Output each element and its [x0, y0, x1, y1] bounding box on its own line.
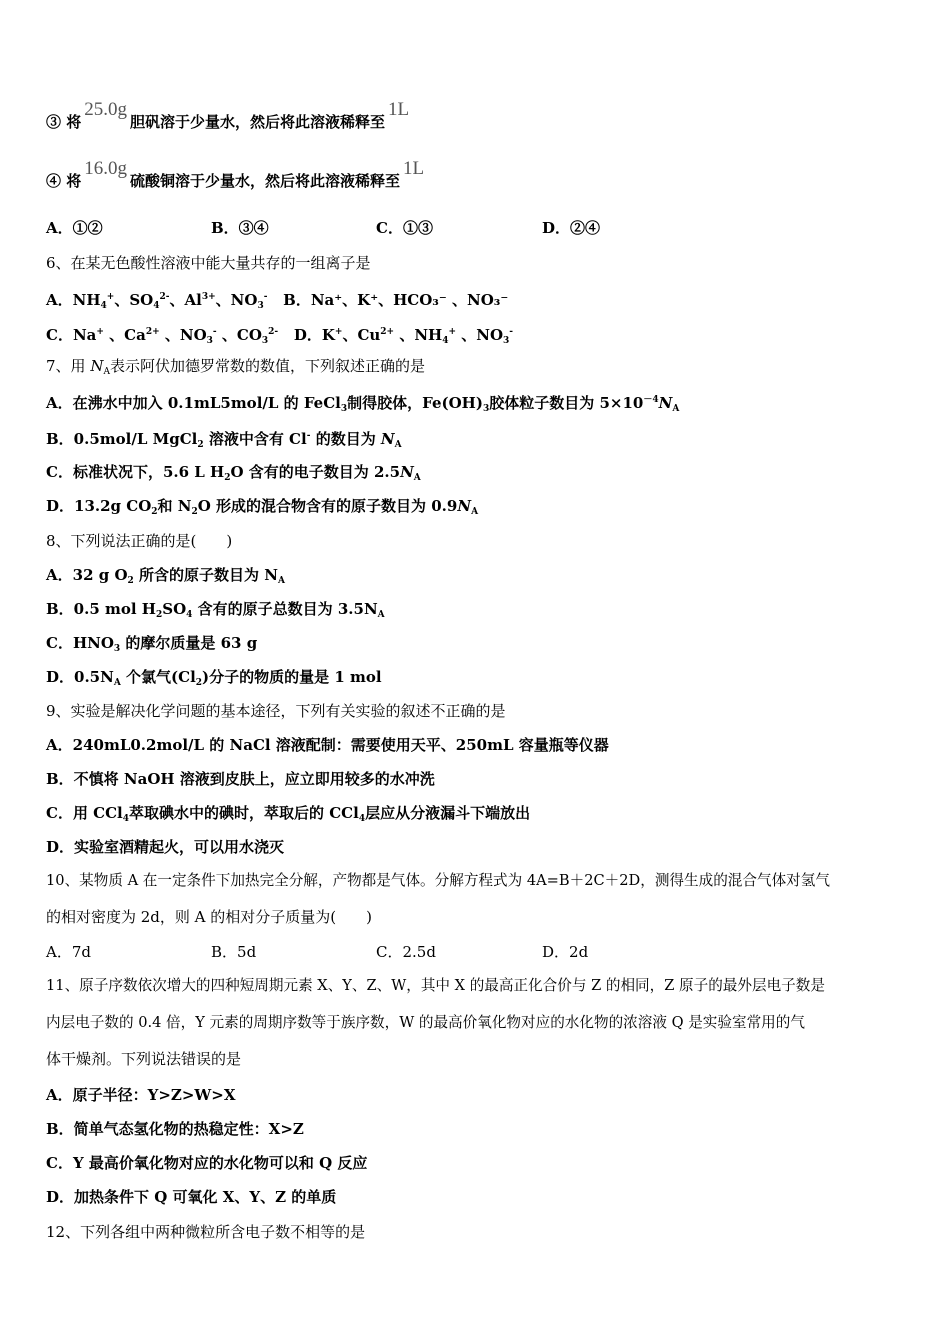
q7-stem: 7、用 $N_A$表示阿伏加德罗常数的数值，下列叙述正确的是 — [46, 357, 425, 377]
q6-option-cd: C．Na+ 、$Ca^{2+}$ 、$NO_3^-$ 、$CO_3^{2-}$ D．K+、$Cu^{2+}$ 、$NH_4^+$ 、$NO_3^-$ — [46, 326, 514, 346]
q12-stem: 12、下列各组中两种微粒所含电子数不相等的是 — [46, 1223, 366, 1241]
q6-option-ab: A．$NH_4^+$、$SO_4^{2-}$、$Al^{3+}$、$NO_3^-$ B．Na⁺、K⁺、HCO₃⁻ 、NO₃⁻ — [46, 291, 509, 311]
q9-stem: 9、实验是解决化学问题的基本途径，下列有关实验的叙述不正确的是 — [46, 702, 506, 720]
q8-option-a: A．32 g $O_2$ 所含的原子数目为 $N_A$ — [46, 566, 285, 586]
option-c: C．2.5d — [376, 943, 436, 961]
option-d: D．2d — [542, 943, 589, 961]
q11-option-d: D．加热条件下 Q 可氧化 X、Y、Z 的单质 — [46, 1188, 337, 1206]
q10-options — [46, 942, 906, 962]
q11-stem-line1: 11、原子序数依次增大的四种短周期元素 X、Y、Z、W，其中 X 的最高正化合价与 Z 的相同，Z 原子的最外层电子数是 — [46, 977, 825, 994]
q9-option-a: A．240mL0.2mol/L 的 NaCl 溶液配制：需要使用天平、250mL 容量瓶等仪器 — [46, 736, 609, 754]
q8-option-c: C．$HNO_3$ 的摩尔质量是 63 g — [46, 634, 258, 654]
q7-option-c: C．标准状况下，5.6 L $H_2O$ 含有的电子数目为 $2.5N_A$ — [46, 463, 421, 483]
q8-stem: 8、下列说法正确的是( ) — [46, 532, 233, 550]
q11-stem-line2: 内层电子数的 0.4 倍，Y 元素的周期序数等于族序数，W 的最高价氧化物对应的水化物的浓溶液 Q 是实验室常用的气 — [46, 1014, 805, 1031]
q10-stem-line1: 10、某物质 A 在一定条件下加热完全分解，产物都是气体。分解方程式为 4A=B＋2C＋2D，测得生成的混合气体对氢气 — [46, 872, 830, 889]
q7-option-a: A．在沸水中加入 0.1mL5mol/L 的 FeCl$_3$制得胶体，$Fe(OH)_3$胶体粒子数目为 $5\times 10^{-4}N_A$ — [46, 394, 680, 414]
option-b: B．5d — [211, 943, 257, 961]
q8-option-b: B．0.5 mol $H_2SO_4$ 含有的原子总数目为 $3.5N_A$ — [46, 600, 385, 620]
q9-option-c: C．用 CCl$_4$萃取碘水中的碘时，萃取后的 CCl$_4$层应从分液漏斗下端放出 — [46, 804, 531, 824]
q11-option-a: A．原子半径：Y>Z>W>X — [46, 1086, 236, 1104]
q7-option-d: D．13.2g $CO_2$和 $N_2O$ 形成的混合物含有的原子数目为 $0.9N_A$ — [46, 497, 479, 517]
mass-formula: 25.0g — [84, 99, 127, 120]
option-a: A．①② — [46, 219, 103, 237]
option-c: C．①③ — [376, 219, 433, 237]
volume-formula: 1L — [388, 99, 410, 120]
option-b: B．③④ — [211, 219, 269, 237]
q11-option-c: C．Y 最高价氧化物对应的水化物可以和 Q 反应 — [46, 1154, 368, 1172]
option-d: D．②④ — [542, 219, 601, 237]
q5-item-3: ③ 将25.0g胆矾溶于少量水，然后将此溶液稀释至1L — [46, 112, 412, 132]
q11-option-b: B．简单气态氢化物的热稳定性：X>Z — [46, 1120, 304, 1138]
volume-formula: 1L — [403, 158, 425, 179]
mass-formula: 16.0g — [84, 158, 127, 179]
q5-item-4: ④ 将16.0g硫酸铜溶于少量水，然后将此溶液稀释至1L — [46, 171, 427, 191]
q10-stem-line2: 的相对密度为 2d，则 A 的相对分子质量为( ) — [46, 908, 372, 926]
q9-option-b: B．不慎将 NaOH 溶液到皮肤上，应立即用较多的水冲洗 — [46, 770, 435, 788]
q5-options — [46, 218, 906, 238]
q8-option-d: D．$0.5N_A$ 个氯气$(Cl_2)$分子的物质的量是 1 mol — [46, 668, 382, 688]
q7-option-b: B．0.5mol/L MgCl$_2$ 溶液中含有 Cl- 的数目为 $N_A$ — [46, 430, 402, 450]
q6-stem: 6、在某无色酸性溶液中能大量共存的一组离子是 — [46, 254, 371, 272]
q9-option-d: D．实验室酒精起火，可以用水浇灭 — [46, 838, 285, 856]
q11-stem-line3: 体干燥剂。下列说法错误的是 — [46, 1050, 242, 1068]
option-a: A．7d — [46, 943, 91, 961]
